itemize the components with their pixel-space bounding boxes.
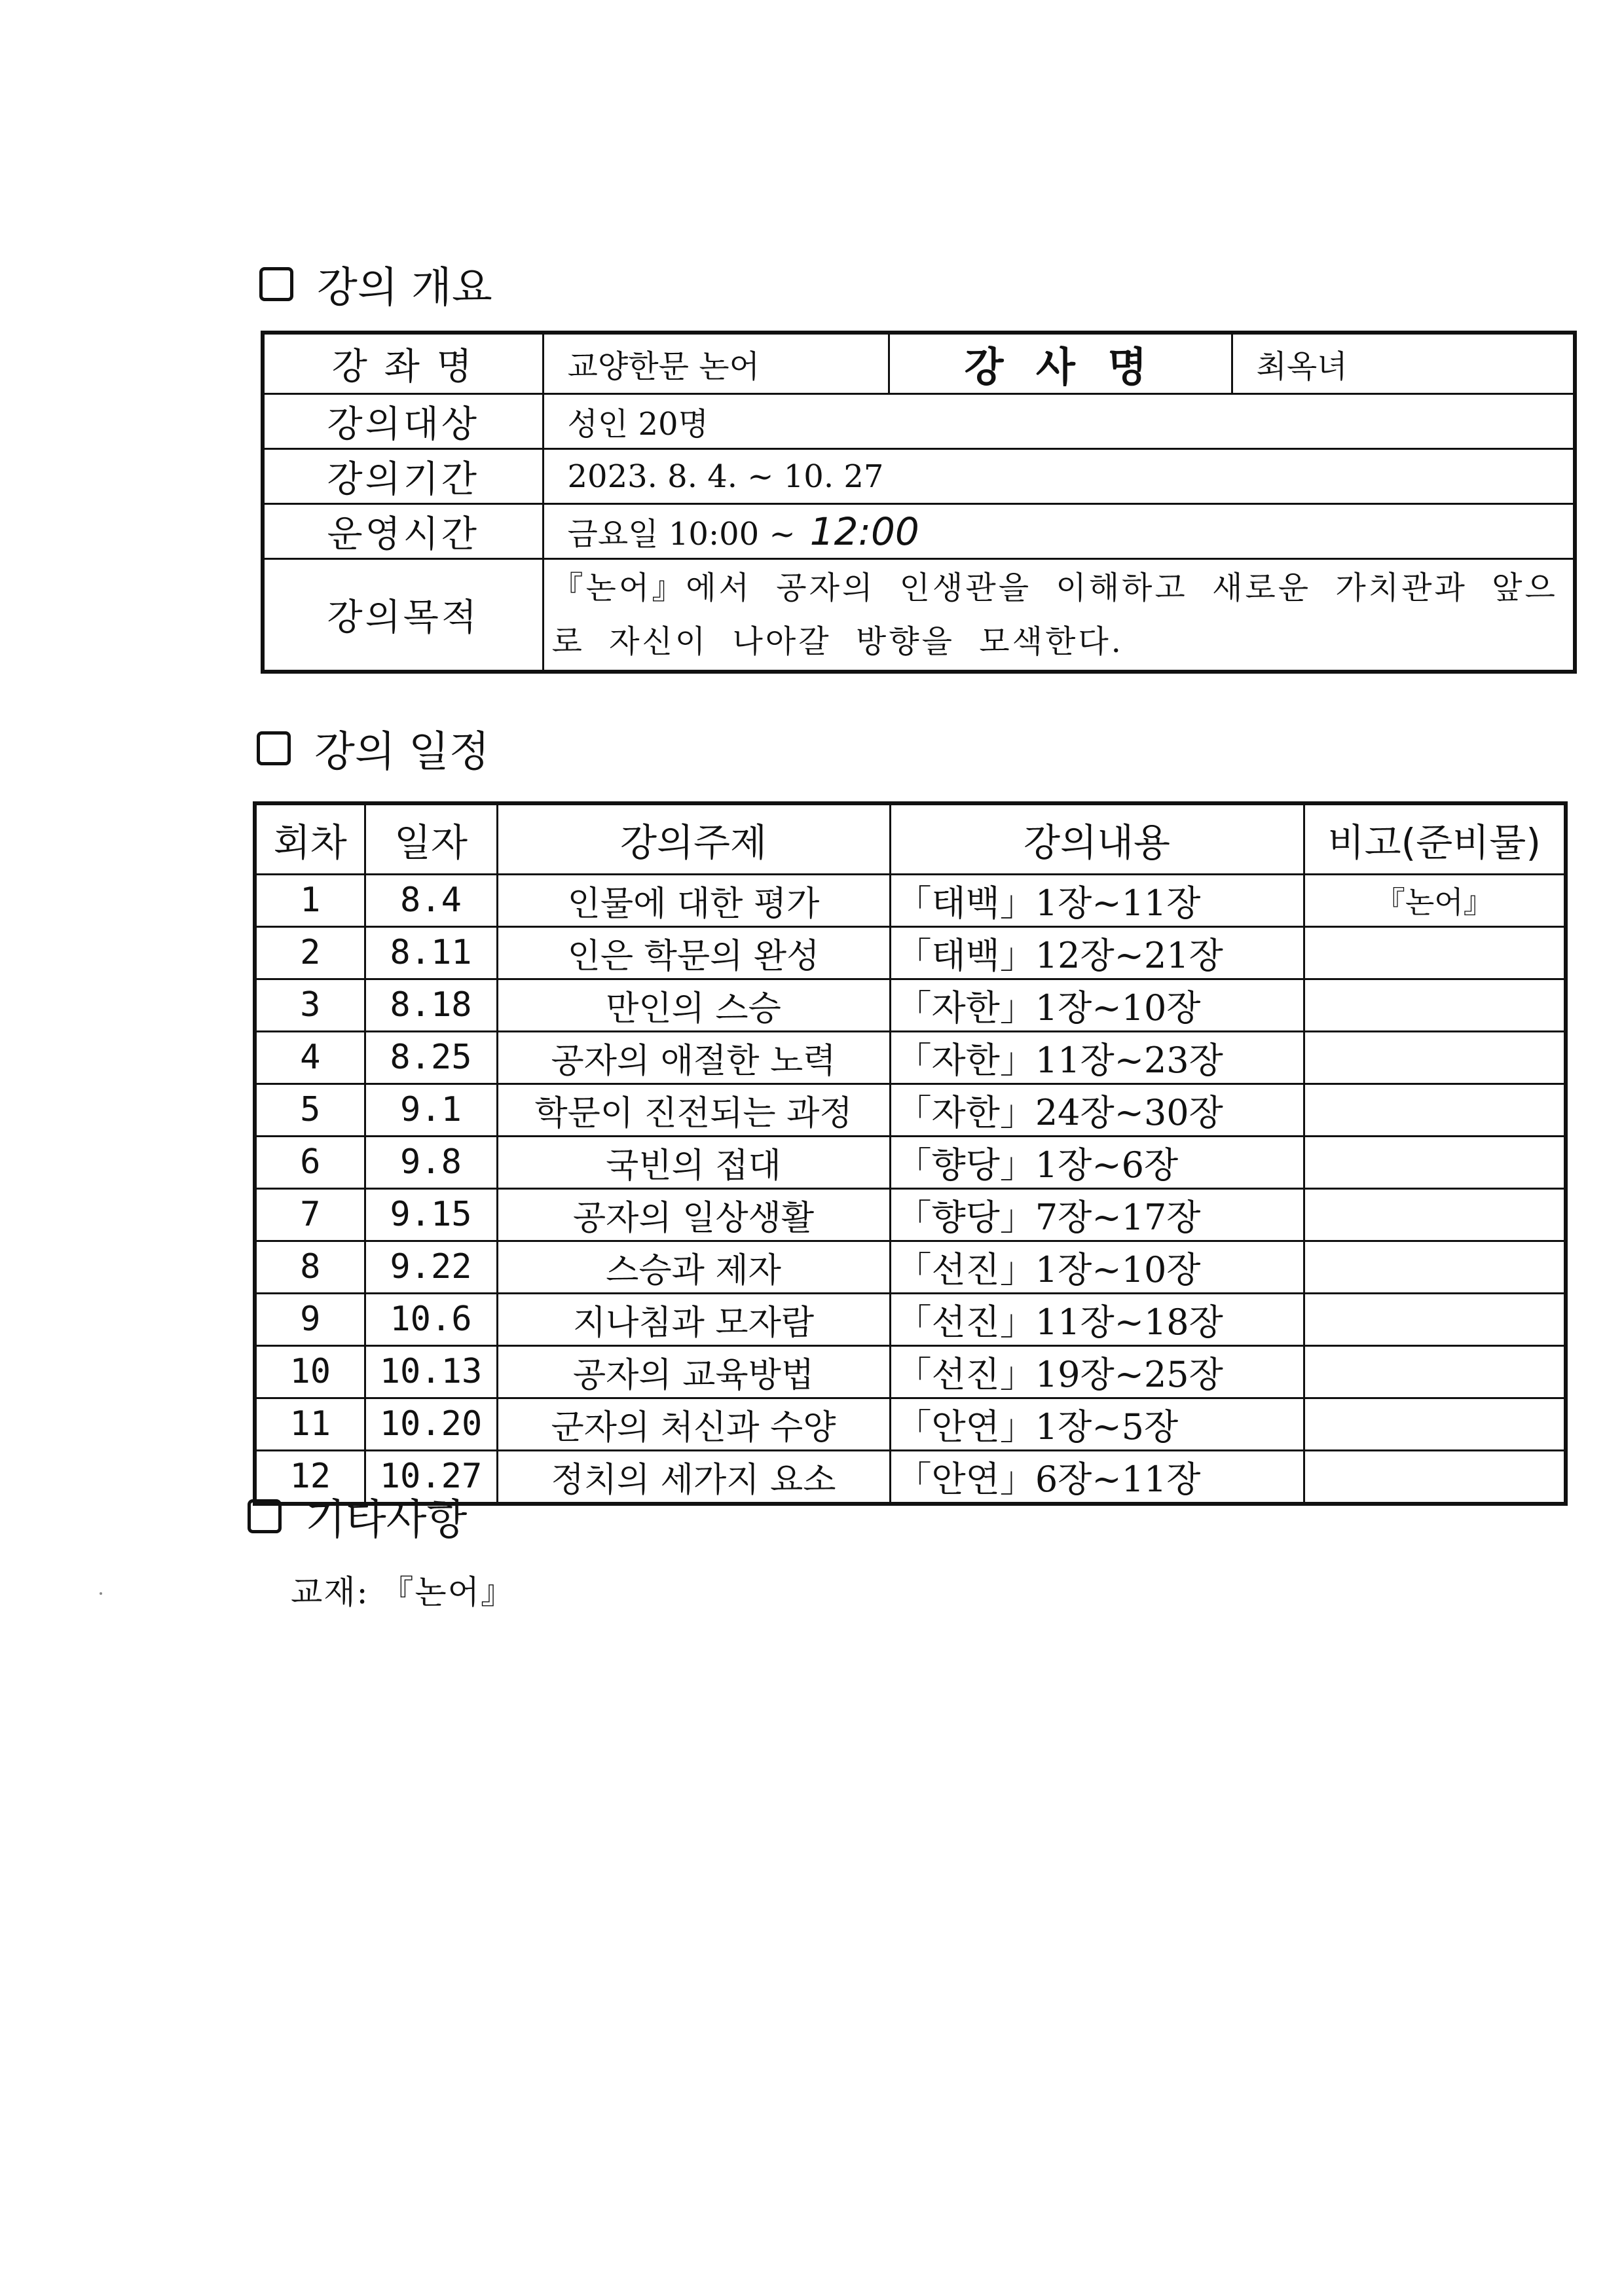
checkbox-icon (248, 1499, 282, 1533)
row-no: 2 (255, 926, 365, 979)
row-date: 10.27 (365, 1450, 497, 1504)
table-row (255, 874, 1566, 926)
time-row (263, 504, 1575, 559)
row-note (1304, 1345, 1566, 1398)
row-content: 「자한」1장~10장 (890, 979, 1304, 1031)
table-row (255, 979, 1566, 1031)
row-no: 3 (255, 979, 365, 1031)
row-content: 「선진」19장~25장 (890, 1345, 1304, 1398)
row-date: 9.22 (365, 1241, 497, 1293)
row-content: 「향당」1장~6장 (890, 1136, 1304, 1188)
row-topic: 공자의 교육방법 (497, 1345, 890, 1398)
row-content: 「향당」7장~17장 (890, 1188, 1304, 1241)
row-topic: 지나침과 모자람 (497, 1293, 890, 1345)
checkbox-icon (257, 731, 291, 765)
textbook-text: 교재: 『논어』 (291, 1573, 515, 1611)
schedule-header-row (255, 803, 1566, 874)
schedule-body (255, 874, 1566, 1504)
row-no: 1 (255, 874, 365, 926)
table-row (255, 1136, 1566, 1188)
row-topic: 만인의 스승 (497, 979, 890, 1031)
lecturer-label: 강 사 명 (889, 333, 1232, 394)
lecturer-value: 최옥녀 (1232, 333, 1575, 394)
overview-title-text: 강의 개요 (317, 264, 492, 312)
row-topic: 스승과 제자 (497, 1241, 890, 1293)
target-label: 강의대상 (263, 394, 543, 449)
row-no: 4 (255, 1031, 365, 1084)
row-date: 8.4 (365, 874, 497, 926)
row-date: 8.18 (365, 979, 497, 1031)
row-no: 12 (255, 1450, 365, 1504)
overview-table (261, 331, 1577, 674)
row-topic: 공자의 애절한 노력 (497, 1031, 890, 1084)
row-note (1304, 1031, 1566, 1084)
row-note (1304, 926, 1566, 979)
schedule-section-title (257, 718, 490, 778)
target-row (263, 394, 1575, 449)
row-note (1304, 979, 1566, 1031)
table-row (255, 1345, 1566, 1398)
row-note (1304, 1450, 1566, 1504)
etc-title-text: 기타사항 (305, 1496, 468, 1544)
row-note (1304, 1398, 1566, 1450)
time-handwritten: 12:00 (809, 509, 919, 554)
row-note: 『논어』 (1304, 874, 1566, 926)
purpose-value: 『논어』에서 공자의 인생관을 이해하고 새로운 가치관과 앞으로 자신이 나아갈 방향을 모색한다. (543, 559, 1575, 672)
row-no: 6 (255, 1136, 365, 1188)
header-topic: 강의주제 (497, 803, 890, 874)
course-name-row (263, 333, 1575, 394)
time-label: 운영시간 (263, 504, 543, 559)
table-row (255, 1241, 1566, 1293)
table-row (255, 1188, 1566, 1241)
row-content: 「안연」1장~5장 (890, 1398, 1304, 1450)
row-date: 8.25 (365, 1031, 497, 1084)
row-no: 8 (255, 1241, 365, 1293)
row-note (1304, 1136, 1566, 1188)
row-content: 「자한」24장~30장 (890, 1084, 1304, 1136)
row-content: 「태백」12장~21장 (890, 926, 1304, 979)
scan-speck (100, 1592, 102, 1595)
row-date: 9.8 (365, 1136, 497, 1188)
row-date: 10.6 (365, 1293, 497, 1345)
purpose-row (263, 559, 1575, 672)
row-note (1304, 1084, 1566, 1136)
row-no: 5 (255, 1084, 365, 1136)
row-no: 10 (255, 1345, 365, 1398)
header-date: 일자 (365, 803, 497, 874)
schedule-table (253, 801, 1568, 1506)
row-no: 9 (255, 1293, 365, 1345)
row-topic: 인물에 대한 평가 (497, 874, 890, 926)
row-no: 11 (255, 1398, 365, 1450)
overview-section-title (259, 254, 492, 314)
row-date: 10.20 (365, 1398, 497, 1450)
course-name-label: 강 좌 명 (263, 333, 543, 394)
schedule-title-text: 강의 일정 (314, 728, 490, 776)
row-topic: 학문이 진전되는 과정 (497, 1084, 890, 1136)
table-row (255, 1084, 1566, 1136)
table-row (255, 1031, 1566, 1084)
course-name-value: 교양한문 논어 (543, 333, 889, 394)
row-content: 「선진」11장~18장 (890, 1293, 1304, 1345)
row-date: 8.11 (365, 926, 497, 979)
row-note (1304, 1293, 1566, 1345)
table-row (255, 1398, 1566, 1450)
header-no: 회차 (255, 803, 365, 874)
header-content: 강의내용 (890, 803, 1304, 874)
row-date: 9.15 (365, 1188, 497, 1241)
row-topic: 국빈의 접대 (497, 1136, 890, 1188)
row-topic: 공자의 일상생활 (497, 1188, 890, 1241)
row-topic: 군자의 처신과 수양 (497, 1398, 890, 1450)
row-date: 9.1 (365, 1084, 497, 1136)
period-label: 강의기간 (263, 449, 543, 504)
row-no: 7 (255, 1188, 365, 1241)
period-value: 2023. 8. 4. ~ 10. 27 (543, 449, 1575, 504)
row-content: 「태백」1장~11장 (890, 874, 1304, 926)
row-content: 「선진」1장~10장 (890, 1241, 1304, 1293)
header-note: 비고(준비물) (1304, 803, 1566, 874)
time-value (543, 504, 1575, 559)
target-value: 성인 20명 (543, 394, 1575, 449)
etc-section-title (248, 1486, 467, 1546)
table-row (255, 926, 1566, 979)
row-content: 「안연」6장~11장 (890, 1450, 1304, 1504)
period-row (263, 449, 1575, 504)
row-content: 「자한」11장~23장 (890, 1031, 1304, 1084)
checkbox-icon (259, 267, 293, 301)
row-topic: 정치의 세가지 요소 (497, 1450, 890, 1504)
row-note (1304, 1241, 1566, 1293)
time-printed: 금요일 10:00 ~ (567, 516, 796, 553)
row-date: 10.13 (365, 1345, 497, 1398)
row-topic: 인은 학문의 완성 (497, 926, 890, 979)
row-note (1304, 1188, 1566, 1241)
purpose-label: 강의목적 (263, 559, 543, 672)
table-row (255, 1293, 1566, 1345)
